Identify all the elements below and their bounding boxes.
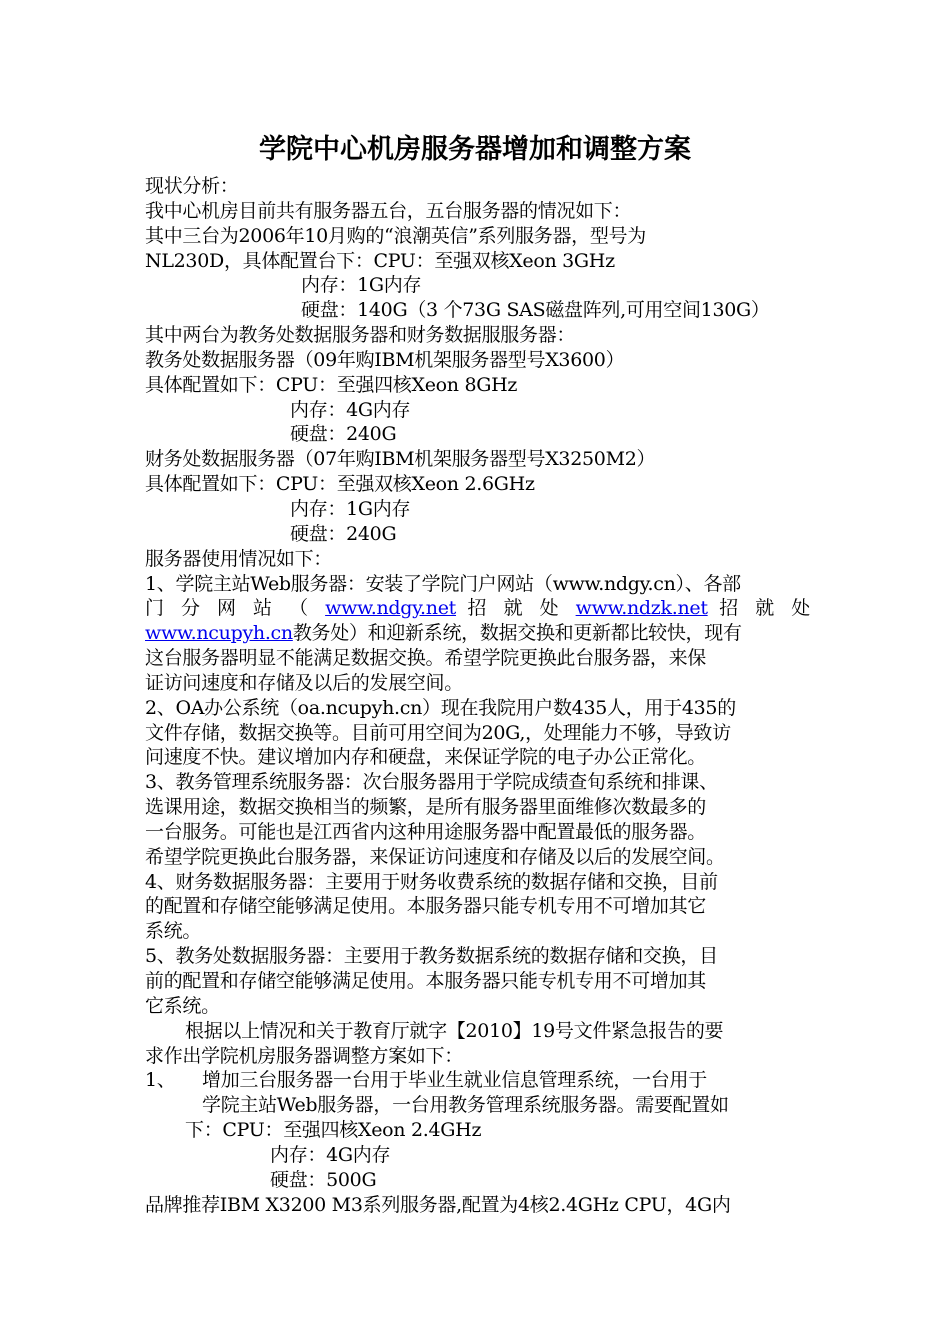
- paragraph-line: 下：CPU：至强四核Xeon 2.4GHz: [185, 1119, 482, 1142]
- paragraph-line: 内存：1G内存: [301, 274, 422, 297]
- text-segment: 门 分 网 站 （: [145, 597, 314, 620]
- paragraph-line: 这台服务器明显不能满足数据交换。希望学院更换此台服务器，来保: [145, 647, 707, 670]
- document-body: [145, 174, 810, 1217]
- paragraph-line: 希望学院更换此台服务器，来保证访问速度和存储及以后的发展空间。: [145, 845, 725, 868]
- paragraph-line: 现状分析：: [145, 175, 239, 197]
- paragraph-line: NL230D，具体配置台下：CPU：至强双核Xeon 3GHz: [145, 249, 615, 272]
- paragraph-line: 一台服务。可能也是江西省内这种用途服务器中配置最低的服务器。: [145, 820, 707, 843]
- text-segment: 招 就 处: [467, 597, 565, 620]
- paragraph-line: 4、财务数据服务器：主要用于财务收费系统的数据存储和交换，目前: [145, 870, 718, 893]
- paragraph-line: 求作出学院机房服务器调整方案如下：: [145, 1044, 463, 1067]
- paragraph-line: 硬盘：240G: [290, 522, 397, 545]
- paragraph-line: 内存：1G内存: [290, 497, 411, 520]
- paragraph-line-with-link: [145, 621, 810, 646]
- paragraph-line: 问速度不快。建议增加内存和硬盘，来保证学院的电子办公正常化。: [145, 746, 707, 769]
- paragraph-line: 我中心机房目前共有服务器五台，五台服务器的情况如下：: [145, 199, 632, 222]
- paragraph-line: 教务处数据服务器（09年购IBM机架服务器型号X3600）: [145, 348, 625, 371]
- link-ndzk-net[interactable]: www.ndzk.net: [575, 597, 708, 620]
- paragraph-line: 证访问速度和存储及以后的发展空间。: [145, 671, 463, 694]
- text-segment: 增加三台服务器一台用于毕业生就业信息管理系统，一台用于: [202, 1069, 707, 1092]
- paragraph-line: 根据以上情况和关于教育厅就字【2010】19号文件紧急报告的要: [185, 1019, 724, 1042]
- paragraph-line: 品牌推荐IBM X3200 M3系列服务器,配置为4核2.4GHz CPU，4G内: [145, 1193, 731, 1216]
- paragraph-line: 服务器使用情况如下：: [145, 547, 333, 570]
- paragraph-line-with-links: [145, 596, 810, 621]
- paragraph-line: 财务处数据服务器（07年购IBM机架服务器型号X3250M2）: [145, 448, 656, 471]
- paragraph-line: 3、教务管理系统服务器：次台服务器用于学院成绩查旬系统和排课、: [145, 771, 718, 794]
- list-item-line: [145, 1068, 810, 1093]
- paragraph-line: 硬盘：140G（3 个73G SAS磁盘阵列,可用空间130G）: [301, 299, 770, 322]
- paragraph-line: 学院主站Web服务器，一台用教务管理系统服务器。需要配置如: [202, 1094, 729, 1117]
- paragraph-line: 其中三台为2006年10月购的“浪潮英信”系列服务器，型号为: [145, 224, 646, 247]
- paragraph-line: 其中两台为教务处数据服务器和财务数据服服务器：: [145, 324, 576, 347]
- paragraph-line: 具体配置如下：CPU：至强四核Xeon 8GHz: [145, 373, 518, 396]
- text-segment: 教务处）和迎新系统，数据交换和更新都比较快，现有: [292, 622, 742, 645]
- paragraph-line: 内存：4G内存: [270, 1143, 391, 1166]
- paragraph-line: 具体配置如下：CPU：至强双核Xeon 2.6GHz: [145, 473, 535, 496]
- paragraph-line: 内存：4G内存: [290, 398, 411, 421]
- list-number: 1、: [145, 1069, 176, 1092]
- paragraph-line: 系统。: [145, 920, 202, 943]
- text-segment: 招 就 处: [719, 597, 810, 620]
- paragraph-line: 的配置和存储空能够满足使用。本服务器只能专机专用不可增加其它: [145, 895, 707, 918]
- paragraph-line: 1、学院主站Web服务器：安装了学院门户网站（www.ndgy.cn）、各部: [145, 572, 741, 595]
- document-title: 学院中心机房服务器增加和调整方案: [259, 134, 691, 165]
- paragraph-line: 2、OA办公系统（oa.ncupyh.cn）现在我院用户数435人，用于435的: [145, 696, 736, 719]
- paragraph-line: 它系统。: [145, 994, 220, 1017]
- link-ncupyh-cn[interactable]: www.ncupyh.cn: [145, 622, 293, 645]
- paragraph-line: 选课用途，数据交换相当的频繁，是所有服务器里面维修次数最多的: [145, 796, 707, 819]
- paragraph-line: 文件存储，数据交换等。目前可用空间为20G,，处理能力不够，导致访: [145, 721, 731, 744]
- paragraph-line: 5、教务处数据服务器：主要用于教务数据系统的数据存储和交换，目: [145, 945, 718, 968]
- link-ndgy-net[interactable]: www.ndgy.net: [325, 597, 457, 620]
- paragraph-line: 硬盘：240G: [290, 423, 397, 446]
- paragraph-line: 前的配置和存储空能够满足使用。本服务器只能专机专用不可增加其: [145, 970, 707, 992]
- paragraph-line: 硬盘：500G: [270, 1168, 377, 1191]
